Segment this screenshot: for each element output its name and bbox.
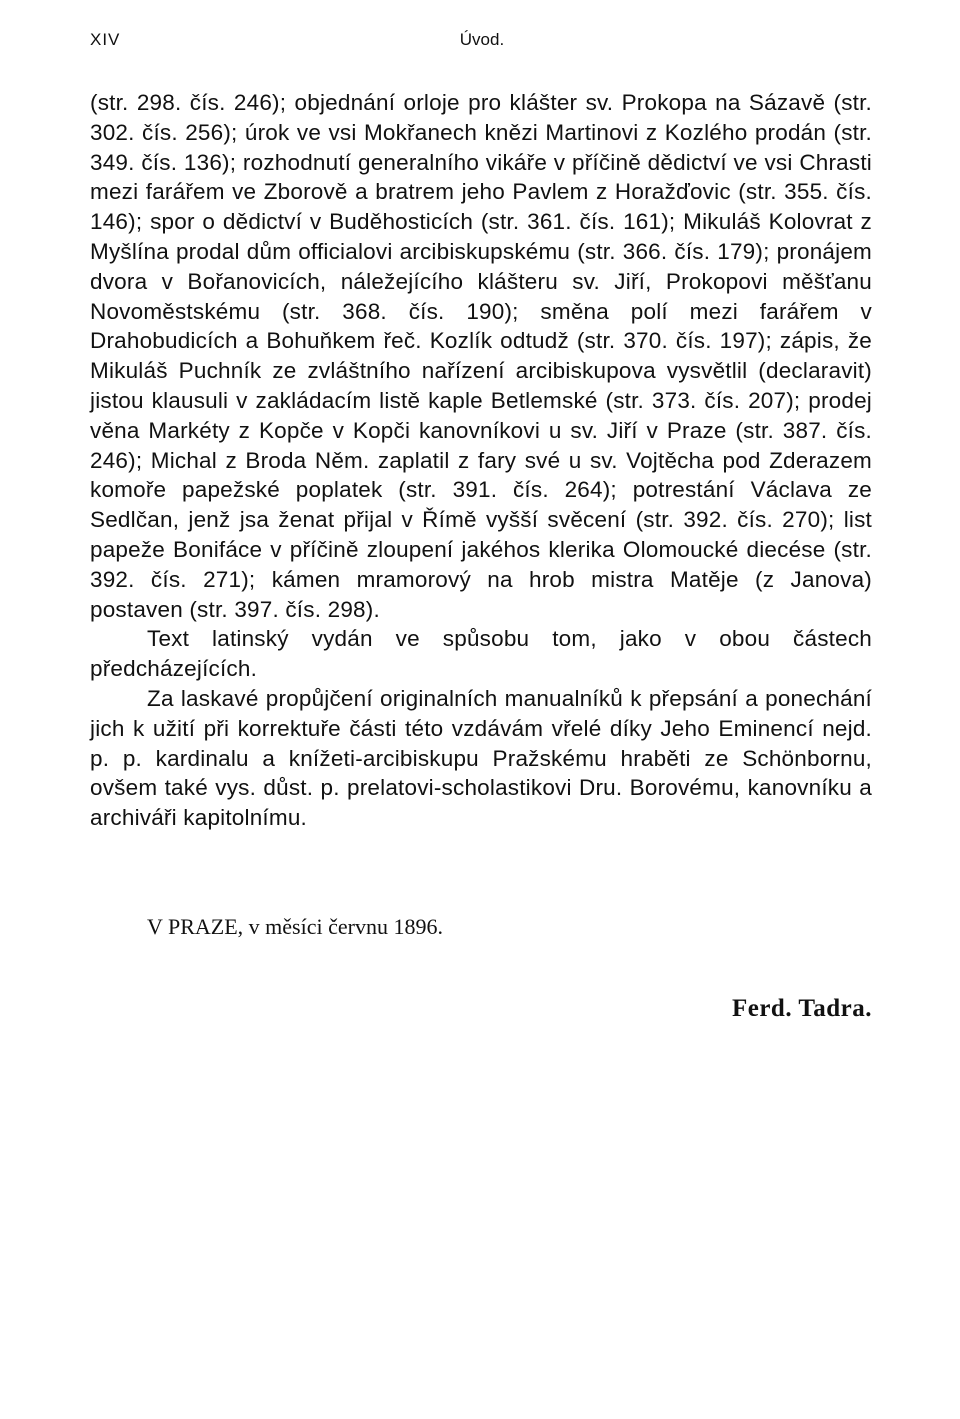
page-header <box>90 30 874 58</box>
paragraph-continuation: (str. 298. čís. 246); objednání orloje pro klášter sv. Prokopa na Sázavě (str. 302. čís. 256); úrok ve vsi Mokřanech knězi Martinovi z Kozlého prodán (str. 349. čís. 136); rozhodnutí generalního vikáře v příčině dědictví ve vsi Chrasti mezi farářem ve Zborově a bratrem jeho Pavlem z Horažďovic (str. 355. čís. 146); spor o dědictví v Buděhosticích (str. 361. čís. 161); Mikuláš Kolovrat z Myšlína prodal dům officialovi arcibiskupskému (str. 366. čís. 179); pronájem dvora v Bořanovicích, náležejícího klášteru sv. Jiří, Prokopovi měšťanu Novoměstskému (str. 368. čís. 190); směna polí mezi farářem v Drahobudicích a Bohuňkem řeč. Kozlík odtudž (str. 370. čís. 197); zápis, že Mikuláš Puchník ze zvláštního nařízení arcibiskupova vysvětlil (declaravit) jistou klausuli v zakládacím listě kaple Betlemské (str. 373. čís. 207); prodej věna Markéty z Kopče v Kopči kanovníkovi u sv. Jiří v Praze (str. 387. čís. 246); Michal z Broda Něm. zaplatil z fary své u sv. Vojtěcha pod Zderazem komoře papežské poplatek (str. 391. čís. 264); potrestání Václava ze Sedlčan, jenž jsa ženat přijal v Římě vyšší svěcení (str. 392. čís. 270); list papeže Bonifáce v příčině zloupení jakéhos klerika Olomoucké diecése (str. 392. čís. 271); kámen mramorový na hrob mistra Matěje (z Janova) postaven (str. 397. čís. 298). <box>90 90 872 622</box>
signature: Ferd. Tadra. <box>731 995 872 1022</box>
body-text <box>90 88 872 833</box>
page-number: XIV <box>90 30 121 49</box>
paragraph-latin-text: Text latinský vydán ve spůsobu tom, jako v obou částech předcházejících. <box>90 626 872 682</box>
running-title: Úvod. <box>459 30 505 49</box>
paragraph-acknowledgement: Za laskavé propůjčení originalních manualníků k přepsání a ponechání jich k užití při korrektuře části této vzdávám vřelé díky Jeho Eminencí nejd. p. p. kardinalu a knížeti-arcibiskupu Pražskému hraběti ze Schönbornu, ovšem také vys. důst. p. prelatovi-scholastikovi Dru. Borovému, kanovníku a archiváři kapitolnímu. <box>90 685 872 831</box>
dateline: V PRAZE, v měsíci červnu 1896. <box>147 914 443 939</box>
